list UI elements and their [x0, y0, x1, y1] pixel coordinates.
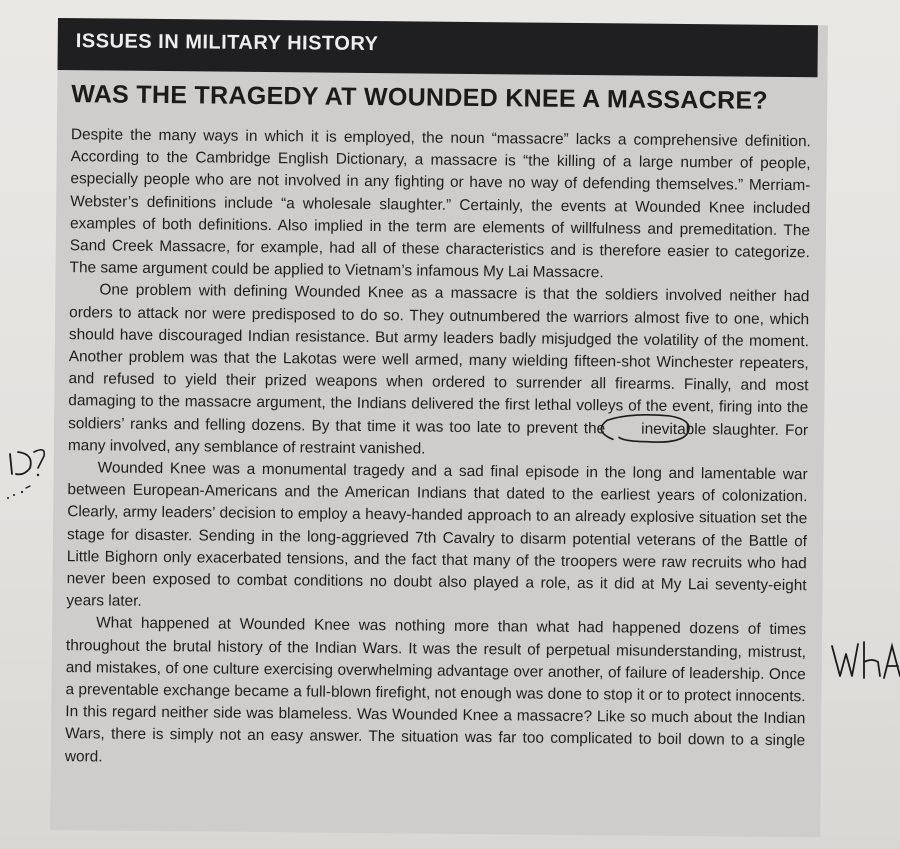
paragraph: What happened at Wounded Knee was nothing more than what had happened dozens of times throughout the brutal history of the Indian Wars. It was the result of perpetual misunderstanding, mistrust, and mistakes, of one culture exercising overwhelming advantage over another, of failure of leadership. Once a preventable exchange became a full-blown firefight, not enough was done to stop it or to protect innocents. In this regard neither side was blameless. Was Wounded Knee a massacre? Like so much about the Indian Wars, there is simply not an easy answer. The situation was far too complicated to boil down to a single word. [64, 614, 807, 766]
handwritten-circle [599, 411, 695, 446]
circled-word [611, 418, 706, 441]
article-body [65, 124, 811, 775]
paragraph: Wounded Knee was a monumental tragedy and a sad final episode in the long and lamentable war between European-Americans and the American Indians that dated to the earliest years of colonization. Clearly, army leaders’ decision to employ a heavy-handed approach to an already explosive situation set the stage for disaster. Sending in the long-aggrieved 7th Cavalry to disarm potential veterans of the Battle of Little Bighorn only exacerbated tensions, and the fact that many of the troopers were raw recruits who had never been exposed to combat conditions no doubt also played a role, as it did at My Lai seventy-eight years later. [66, 459, 808, 611]
paragraph-text: slaughter. For many involved, any semblance of restraint vanished. [67, 420, 809, 458]
article-title: WAS THE TRAGEDY AT WOUNDED KNEE A MASSACRE? [71, 80, 769, 115]
section-banner [58, 18, 818, 77]
paragraph-text: One problem with defining Wounded Knee as a massacre is that the soldiers involved neither had orders to attack nor were predisposed to do so. They outnumbered the warriors almost five to one, which should have discouraged Indian resistance. But army leaders badly misjudged the volatility of the moment. Another problem was that the Lakotas were well armed, many wielding fifteen-shot Winchester repeaters, and refused to yield their prized weapons when ordered to surrender all firearms. Finally, and most damaging to the massacre argument, the Indians delivered the first lethal volleys of the event, firing into the soldiers’ ranks and felling dozens. By that time it was too late to prevent the [68, 281, 810, 437]
handwritten-margin-note-right [826, 636, 900, 686]
paragraph: Despite the many ways in which it is employed, the noun “massacre” lacks a comprehensive definition. According to the Cambridge English Dictionary, a massacre is “the killing of a large number of people, especially people who are not involved in any fighting or have no way of defending themselves.” Merriam-Webster’s definitions include “a wholesale slaughter.” Certainly, the events at Wounded Knee included examples of both definitions. Also implied in the term are elements of willfulness and premeditation. The Sand Creek Massacre, for example, had all of these characteristics and is therefore easier to categorize. The same argument could be applied to Vietnam’s infamous My Lai Massacre. [69, 126, 811, 282]
circled-word-text: inevitable [641, 420, 707, 438]
section-label: ISSUES IN MILITARY HISTORY [75, 30, 379, 56]
sidebar-panel [50, 18, 828, 837]
paragraph [68, 280, 810, 465]
